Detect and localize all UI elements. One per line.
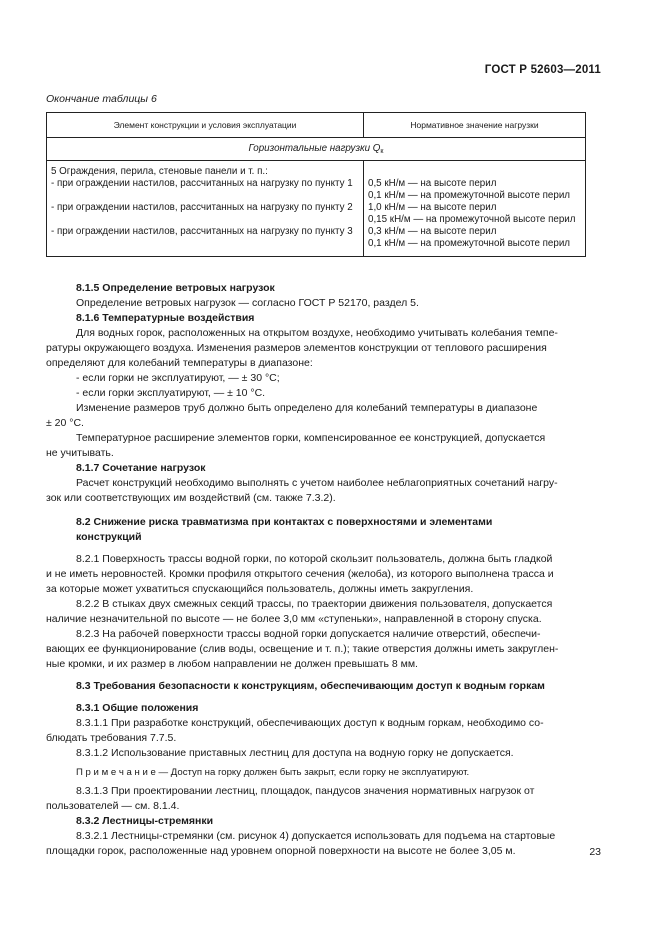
column-header-element: Элемент конструкции и условия эксплуатации [47,113,364,138]
paragraph-line: за которые может ухватиться спускающийся пользователь, должны иметь закругления. [46,583,474,595]
section-heading-8-1-5: 8.1.5 Определение ветровых нагрузок [76,282,275,294]
paragraph-line: блюдать требования 7.7.5. [46,732,177,744]
paragraph-line: 8.3.1.3 При проектировании лестниц, площадок, пандусов значения нормативных нагрузок от [76,785,535,797]
paragraph-line: Для водных горок, расположенных на открытом воздухе, необходимо учитывать колебания темпе- [76,327,558,339]
paragraph-line: определяют для колебаний температуры в диапазоне: [46,357,313,369]
load-line [368,166,581,178]
paragraph-line: 8.3.1.1 При разработке конструкций, обеспечивающих доступ к водным горкам, необходимо со- [76,717,544,729]
section-heading-8-1-6: 8.1.6 Температурные воздействия [76,312,255,324]
paragraph-line: не учитывать. [46,447,114,459]
section-heading-8-3: 8.3 Требования безопасности к конструкциям, обеспечивающим доступ к водным горкам [76,680,545,692]
section-heading-8-2: 8.2 Снижение риска травматизма при контактах с поверхностями и элементами [76,516,493,528]
paragraph-line: площадки горок, расположенные над уровнем опорной поверхности на высоте не более 3,05 м. [46,845,516,857]
load-line: 0,3 кН/м — на высоте перил [368,226,497,237]
paragraph-line: ратуры окружающего воздуха. Изменения размеров элементов конструкции от теплового расширения [46,342,547,354]
section-heading-8-2-cont: конструкций [76,531,142,543]
load-line: 0,5 кН/м — на высоте перил [368,178,497,189]
element-line: - при ограждении настилов, рассчитанных на нагрузку по пункту 1 [51,178,353,189]
list-item: - если горки не эксплуатируют, — ± 30 °С; [76,372,280,384]
element-cell [47,161,364,257]
paragraph-line: 8.2.2 В стыках двух смежных секций трассы, по траектории движения пользователя, допускается [76,598,553,610]
paragraph-line: 8.2.1 Поверхность трассы водной горки, по которой скользит пользователь, должна быть гладкой [76,553,553,565]
element-line: - при ограждении настилов, рассчитанных на нагрузку по пункту 2 [51,202,353,213]
table-section-row [47,138,586,161]
table-header-row [47,113,586,138]
section-heading-8-1-7: 8.1.7 Сочетание нагрузок [76,462,206,474]
note-label: П р и м е ч а н и е — [76,767,169,778]
paragraph-line: Температурное расширение элементов горки, компенсированное ее конструкцией, допускается [76,432,546,444]
paragraph-line: ные кромки, и их размер в любом направлении не должен превышать 8 мм. [46,658,418,670]
paragraph-line: зок или соответствующих им воздействий (см. также 7.3.2). [46,492,336,504]
paragraph-line: Определение ветровых нагрузок — согласно ГОСТ Р 52170, раздел 5. [76,297,419,309]
table-caption: Окончание таблицы 6 [46,93,157,105]
element-line: - при ограждении настилов, рассчитанных на нагрузку по пункту 3 [51,226,353,237]
standard-header: ГОСТ Р 52603—2011 [484,64,601,76]
paragraph-line: 8.3.1.2 Использование приставных лестниц для доступа на водную горку не допускается. [76,747,514,759]
paragraph-line: Изменение размеров труб должно быть определено для колебаний температуры в диапазоне [76,402,538,414]
section-label-text: Горизонтальные нагрузки Q [248,143,381,154]
note [76,766,469,779]
load-line: 0,15 кН/м — на промежуточной высоте перил [368,214,576,225]
section-label-subscript: к [380,148,384,155]
paragraph-line: 8.3.2.1 Лестницы-стремянки (см. рисунок 4) допускается использовать для подъема на стартовые [76,830,556,842]
element-line [51,238,359,250]
section-heading-8-3-1: 8.3.1 Общие положения [76,702,199,714]
paragraph-line: 8.2.3 На рабочей поверхности трассы водной горки допускается наличие отверстий, обеспечи- [76,628,541,640]
load-value-cell [364,161,586,257]
table-row [47,161,586,257]
load-line: 1,0 кН/м — на высоте перил [368,202,497,213]
element-line [51,214,359,226]
paragraph-line: и не иметь неровностей. Кромки профиля открытого сечения (желоба), из которого выполнена трасса и [46,568,554,580]
section-label [47,138,586,161]
paragraph-line: вающих ее функционирование (слив воды, освещение и т. п.); такие отверстия должны иметь закруглен- [46,643,559,655]
load-line: 0,1 кН/м — на промежуточной высоте перил [368,190,571,201]
paragraph-line: Расчет конструкций необходимо выполнять с учетом наиболее неблагоприятных сочетаний нагру- [76,477,558,489]
paragraph-line: ± 20 °С. [46,417,84,429]
paragraph-line: наличие незначительной по высоте — не более 3,0 мм «ступеньки», направленной в сторону спуска. [46,613,542,625]
element-line: 5 Ограждения, перила, стеновые панели и т. п.: [51,166,268,177]
element-line [51,190,359,202]
paragraph-line: пользователей — см. 8.1.4. [46,800,180,812]
loads-table [46,112,586,257]
column-header-load: Нормативное значение нагрузки [364,113,586,138]
page-number: 23 [589,846,601,858]
list-item: - если горки эксплуатируют, — ± 10 °С. [76,387,266,399]
section-heading-8-3-2: 8.3.2 Лестницы-стремянки [76,815,214,827]
load-line: 0,1 кН/м — на промежуточной высоте перил [368,238,571,249]
note-text: Доступ на горку должен быть закрыт, если горку не эксплуатируют. [170,767,470,778]
